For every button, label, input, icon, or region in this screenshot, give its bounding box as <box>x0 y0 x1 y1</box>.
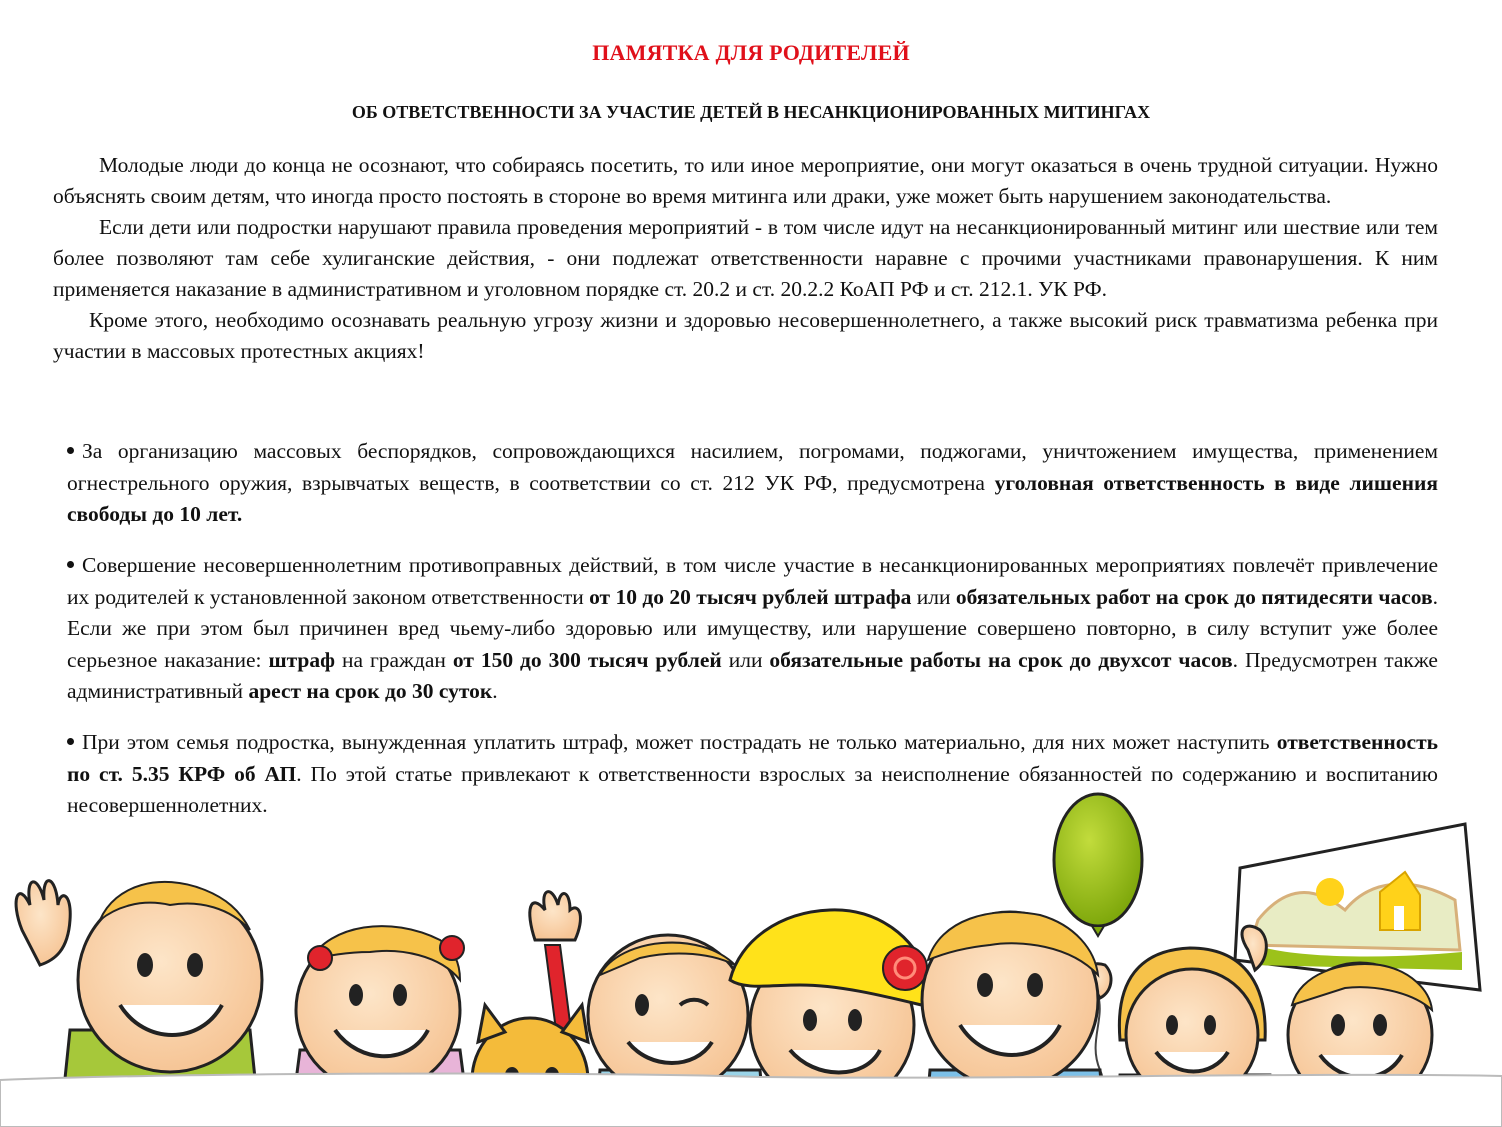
bullet-1-bold: уголовная ответственность в виде лишения свободы до 10 лет. <box>67 470 1438 526</box>
intro-text <box>53 150 1438 367</box>
bullet-2-text-4: на граждан <box>335 647 453 672</box>
bullet-3-text-2: . По этой статье привлекают к ответственности взрослых за неисполнение обязанностей по содержанию и воспитанию несовершеннолетних. <box>67 761 1438 817</box>
bullet-2-bold-4: от 150 до 300 тысяч рублей <box>452 647 722 672</box>
bullet-2 <box>67 550 1438 708</box>
bullet-1 <box>67 436 1438 531</box>
waving-hand-icon <box>16 881 70 965</box>
paragraph-3: Кроме этого, необходимо осознавать реальную угрозу жизни и здоровью несовершеннолетнего, а также высокий риск травматизма ребенка при участии в массовых протестных акциях! <box>53 308 1438 363</box>
bullet-2-text-7: . <box>492 679 498 703</box>
bullet-2-text-2: или <box>911 584 956 609</box>
bullet-2-text-6: . Предусмотрен также административный <box>67 647 1438 703</box>
sign-hand-icon <box>1242 926 1266 970</box>
bullet-dot-icon <box>67 561 74 568</box>
bullet-3-text-1: При этом семья подростка, вынужденная уплатить штраф, может пострадать не только материально, для них может наступить <box>82 730 1277 754</box>
bullet-2-text-5: или <box>721 647 770 672</box>
paragraph-2: Если дети или подростки нарушают правила проведения мероприятий - в том числе идут на несанкционированный митинг или шествие или тем более позволяют там себе хулиганские действия, - они подлежат ответственности наравне с прочими участниками правонарушения. К ним применяется наказание в административном и уголовном порядке ст. 20.2 и ст. 20.2.2 КоАП РФ и ст. 212.1. УК РФ. <box>53 215 1438 301</box>
bullet-2-text-3: . Если же при этом был причинен вред чьему-либо здоровью или имуществу, или нарушение совершено повторно, в силу вступит уже более серьезное наказание: <box>67 584 1438 672</box>
bullet-dot-icon <box>67 447 74 454</box>
paragraph-1: Молодые люди до конца не осознают, что собираясь посетить, то или иное мероприятие, они могут оказаться в очень трудной ситуации. Нужно объяснять своим детям, что иногда просто постоять в стороне во время митинга или драки, уже может быть нарушением законодательства. <box>53 153 1438 208</box>
page-title: ПАМЯТКА ДЛЯ РОДИТЕЛЕЙ <box>592 40 910 65</box>
bullet-2-bold-2: обязательных работ на срок до пятидесяти часов <box>955 584 1433 609</box>
raised-hand-icon <box>530 892 581 940</box>
bullet-1-text: За организацию массовых беспорядков, сопровождающихся насилием, погромами, поджогами, уничтожением имущества, применением огнестрельного оружия, взрывчатых веществ, в соответствии со ст. 212 УК РФ, предусмотрена <box>67 439 1438 495</box>
bullet-2-bold-6: арест на срок до 30 суток <box>248 679 493 703</box>
bullet-2-text-1: Совершение несовершеннолетним противоправных действий, в том числе участие в несанкционированных мероприятиях повлечёт привлечение их родителей к установленной законом ответственности <box>67 553 1438 609</box>
bullet-2-bold-1: от 10 до 20 тысяч рублей штрафа <box>589 584 912 609</box>
bullet-dot-icon <box>67 738 74 745</box>
ledge <box>0 1074 1502 1127</box>
page-subtitle: ОБ ОТВЕТСТВЕННОСТИ ЗА УЧАСТИЕ ДЕТЕЙ В НЕСАНКЦИОНИРОВАННЫХ МИТИНГАХ <box>351 102 1151 122</box>
children-illustration <box>0 780 1502 1127</box>
bullet-2-bold-3: штраф <box>268 647 335 672</box>
bullet-2-bold-5: обязательные работы на срок до двухсот часов <box>769 647 1233 672</box>
bullet-3-bold-1: ответственность по ст. 5.35 КРФ об АП <box>67 730 1438 786</box>
